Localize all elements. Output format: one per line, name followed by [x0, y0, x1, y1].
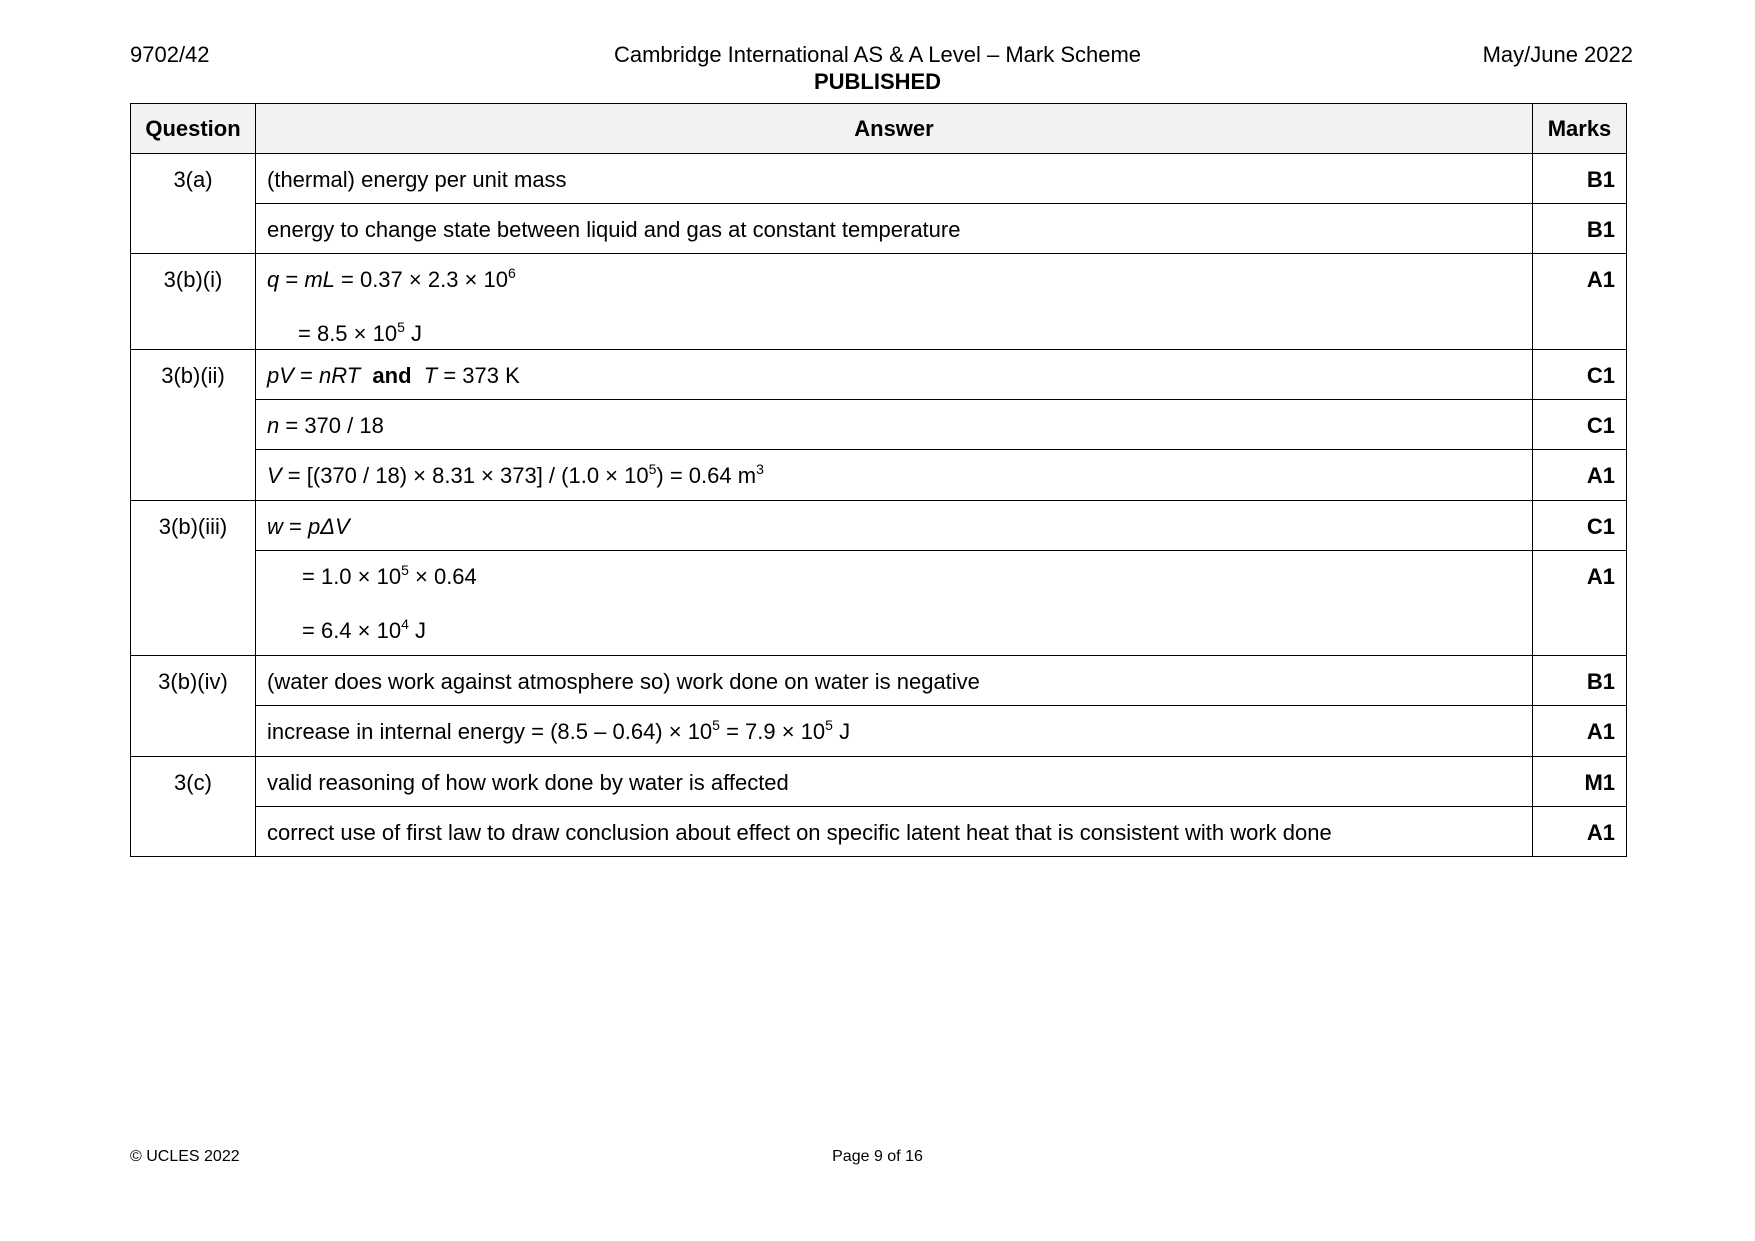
mark-cell: A1: [1533, 254, 1627, 350]
answer-cell: [256, 551, 1533, 656]
mark-cell: M1: [1533, 757, 1627, 807]
exam-session: May/June 2022: [1482, 42, 1633, 67]
table-row: [131, 350, 1627, 400]
answer-cell: [256, 254, 1533, 350]
question-column-header: Question: [131, 104, 256, 154]
table-row: [131, 254, 1627, 350]
question-number: 3(b)(i): [131, 254, 256, 350]
question-number: 3(c): [131, 757, 256, 857]
mark-cell: A1: [1533, 450, 1627, 501]
question-number: 3(a): [131, 154, 256, 254]
answer-column-header: Answer: [256, 104, 1533, 154]
answer-cell: (water does work against atmosphere so) work done on water is negative: [256, 656, 1533, 706]
answer-cell: valid reasoning of how work done by water is affected: [256, 757, 1533, 807]
table-row: [131, 400, 1627, 450]
mark-cell: C1: [1533, 400, 1627, 450]
mark-cell: C1: [1533, 350, 1627, 400]
answer-cell: $V = [(370 / 18) \times 8.31 \times 373] / (1.0 \times 10^5) = 0.64$ $m^3$: [256, 450, 1533, 501]
question-number: 3(b)(ii): [131, 350, 256, 501]
question-number: 3(b)(iii): [131, 501, 256, 656]
answer-line: q = mL = $0.37 \times 2.3 \times 10^6$: [267, 265, 516, 292]
question-number: 3(b)(iv): [131, 656, 256, 757]
table-row: [131, 757, 1627, 807]
mark-cell: B1: [1533, 154, 1627, 204]
mark-scheme-table: [130, 103, 1627, 857]
marks-column-header: Marks: [1533, 104, 1627, 154]
answer-cell: pV = nRT and T = 373 K: [256, 350, 1533, 400]
table-row: [131, 551, 1627, 656]
answer-cell: w = pΔV: [256, 501, 1533, 551]
table-row: [131, 807, 1627, 857]
mark-cell: B1: [1533, 204, 1627, 254]
answer-cell: correct use of first law to draw conclusion about effect on specific latent heat that is consistent with work done: [256, 807, 1533, 857]
document-title: Cambridge International AS & A Level – Mark Scheme: [613, 42, 1142, 67]
answer-line: = $8.5 \times 10^5$ J: [298, 319, 423, 346]
table-row: [131, 656, 1627, 706]
table-header-row: [131, 104, 1627, 154]
answer-line: = $1.0 \times 10^5 \times 0.64$: [302, 562, 477, 589]
answer-cell: increase in internal energy = $(8.5 - 0.64) \times 10^5 = 7.9 \times 10^5$ J: [256, 706, 1533, 757]
answer-line: = $6.4 \times 10^4$ J: [302, 616, 427, 643]
table-row: [131, 450, 1627, 501]
paper-code: 9702/42: [130, 42, 210, 67]
mark-cell: A1: [1533, 706, 1627, 757]
mark-cell: C1: [1533, 501, 1627, 551]
answer-cell: energy to change state between liquid and gas at constant temperature: [256, 204, 1533, 254]
published-label: PUBLISHED: [813, 69, 942, 94]
answer-cell: (thermal) energy per unit mass: [256, 154, 1533, 204]
mark-cell: A1: [1533, 551, 1627, 656]
copyright-notice: © UCLES 2022: [130, 1148, 240, 1165]
mark-cell: B1: [1533, 656, 1627, 706]
mark-cell: A1: [1533, 807, 1627, 857]
table-row: [131, 501, 1627, 551]
table-row: [131, 706, 1627, 757]
table-row: [131, 204, 1627, 254]
page-number: Page 9 of 16: [832, 1148, 923, 1165]
answer-cell: n = 370 / 18: [256, 400, 1533, 450]
table-row: [131, 154, 1627, 204]
